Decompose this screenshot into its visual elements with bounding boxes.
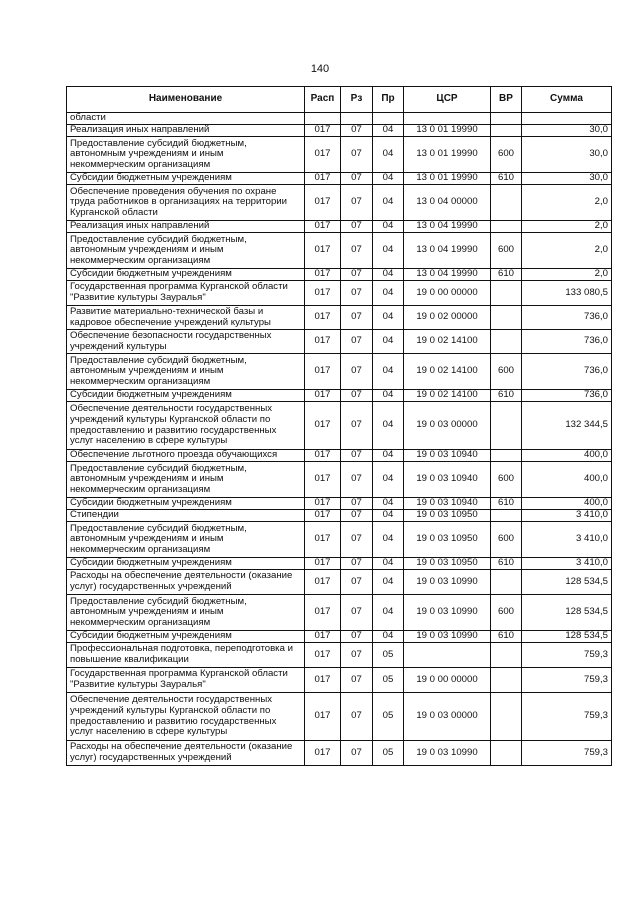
- cell-rz: 07: [341, 498, 373, 510]
- cell-rasp: 017: [305, 269, 341, 281]
- table-row: [67, 741, 612, 766]
- cell-rz: 07: [341, 330, 373, 354]
- table-row: [67, 185, 612, 221]
- cell-csr: 19 0 02 14100: [404, 330, 491, 354]
- cell-pr: 04: [373, 269, 404, 281]
- cell-rasp: 017: [305, 402, 341, 450]
- table-row: [67, 402, 612, 450]
- cell-sum: 759,3: [522, 693, 612, 741]
- cell-name: области: [67, 113, 305, 125]
- cell-sum: 759,3: [522, 741, 612, 766]
- table-row: [67, 570, 612, 595]
- table-row: [67, 498, 612, 510]
- cell-csr: 13 0 04 19990: [404, 269, 491, 281]
- cell-rz: 07: [341, 137, 373, 173]
- cell-pr: 04: [373, 498, 404, 510]
- cell-name: Предоставление субсидий бюджетным, автономным учреждениям и иным некоммерческим организациям: [67, 233, 305, 269]
- cell-vr: [491, 330, 522, 354]
- cell-rasp: 017: [305, 233, 341, 269]
- table-row: [67, 450, 612, 462]
- cell-rz: 07: [341, 354, 373, 390]
- cell-rz: 07: [341, 510, 373, 522]
- cell-pr: 05: [373, 668, 404, 693]
- cell-name: Предоставление субсидий бюджетным, автономным учреждениям и иным некоммерческим организациям: [67, 522, 305, 558]
- cell-pr: 04: [373, 221, 404, 233]
- header-rz: Рз: [341, 87, 373, 113]
- cell-vr: 600: [491, 137, 522, 173]
- cell-vr: [491, 570, 522, 595]
- cell-name: Предоставление субсидий бюджетным, автономным учреждениям и иным некоммерческим организациям: [67, 462, 305, 498]
- cell-vr: [491, 741, 522, 766]
- cell-rz: 07: [341, 631, 373, 643]
- cell-sum: 30,0: [522, 125, 612, 137]
- cell-csr: 19 0 02 14100: [404, 390, 491, 402]
- cell-name: Субсидии бюджетным учреждениям: [67, 631, 305, 643]
- cell-vr: 610: [491, 269, 522, 281]
- cell-csr: 13 0 04 19990: [404, 233, 491, 269]
- cell-sum: 400,0: [522, 462, 612, 498]
- cell-rz: 07: [341, 558, 373, 570]
- cell-vr: 600: [491, 233, 522, 269]
- cell-csr: 19 0 03 10950: [404, 558, 491, 570]
- table-row: [67, 693, 612, 741]
- page-number: 140: [310, 63, 330, 75]
- cell-rz: 07: [341, 462, 373, 498]
- cell-pr: 04: [373, 510, 404, 522]
- cell-csr: 19 0 03 10990: [404, 595, 491, 631]
- cell-pr: 04: [373, 173, 404, 185]
- cell-name: Субсидии бюджетным учреждениям: [67, 173, 305, 185]
- cell-csr: 19 0 03 10950: [404, 510, 491, 522]
- table-body: [67, 113, 612, 766]
- cell-pr: [373, 113, 404, 125]
- cell-rz: 07: [341, 173, 373, 185]
- cell-sum: 133 080,5: [522, 281, 612, 306]
- cell-vr: 600: [491, 354, 522, 390]
- cell-sum: 3 410,0: [522, 522, 612, 558]
- cell-sum: 736,0: [522, 390, 612, 402]
- cell-rz: 07: [341, 125, 373, 137]
- cell-vr: [491, 281, 522, 306]
- cell-sum: 128 534,5: [522, 631, 612, 643]
- cell-sum: 3 410,0: [522, 558, 612, 570]
- cell-sum: 736,0: [522, 330, 612, 354]
- table-row: [67, 281, 612, 306]
- cell-sum: 128 534,5: [522, 595, 612, 631]
- cell-sum: 736,0: [522, 306, 612, 330]
- cell-name: Государственная программа Курганской области "Развитие культуры Зауралья": [67, 668, 305, 693]
- table-row: [67, 125, 612, 137]
- table-row: [67, 269, 612, 281]
- cell-rz: 07: [341, 269, 373, 281]
- cell-name: Обеспечение проведения обучения по охране труда работников в организациях на территории Курганской области: [67, 185, 305, 221]
- cell-csr: 13 0 01 19990: [404, 125, 491, 137]
- cell-sum: 2,0: [522, 269, 612, 281]
- cell-vr: 610: [491, 498, 522, 510]
- cell-rz: 07: [341, 668, 373, 693]
- cell-rasp: 017: [305, 668, 341, 693]
- cell-pr: 04: [373, 402, 404, 450]
- cell-vr: 610: [491, 631, 522, 643]
- cell-sum: 736,0: [522, 354, 612, 390]
- cell-rasp: 017: [305, 570, 341, 595]
- cell-rasp: 017: [305, 693, 341, 741]
- cell-vr: [491, 693, 522, 741]
- cell-csr: 13 0 04 19990: [404, 221, 491, 233]
- cell-rasp: 017: [305, 306, 341, 330]
- cell-vr: [491, 668, 522, 693]
- cell-pr: 04: [373, 281, 404, 306]
- cell-rasp: 017: [305, 631, 341, 643]
- cell-vr: [491, 510, 522, 522]
- cell-name: Государственная программа Курганской области "Развитие культуры Зауралья": [67, 281, 305, 306]
- cell-csr: 19 0 02 14100: [404, 354, 491, 390]
- cell-name: Предоставление субсидий бюджетным, автономным учреждениям и иным некоммерческим организациям: [67, 595, 305, 631]
- cell-rasp: 017: [305, 643, 341, 668]
- cell-name: Обеспечение деятельности государственных учреждений культуры Курганской области по предоставлению и развитию государственных услуг населению в сфере культуры: [67, 402, 305, 450]
- cell-name: Реализация иных направлений: [67, 125, 305, 137]
- cell-rasp: 017: [305, 595, 341, 631]
- cell-vr: 610: [491, 390, 522, 402]
- cell-name: Обеспечение безопасности государственных учреждений культуры: [67, 330, 305, 354]
- cell-name: Расходы на обеспечение деятельности (оказание услуг) государственных учреждений: [67, 741, 305, 766]
- cell-vr: 610: [491, 173, 522, 185]
- cell-sum: 30,0: [522, 137, 612, 173]
- cell-sum: 759,3: [522, 668, 612, 693]
- cell-pr: 04: [373, 354, 404, 390]
- cell-csr: 19 0 00 00000: [404, 281, 491, 306]
- cell-rz: 07: [341, 390, 373, 402]
- budget-table: [66, 86, 612, 766]
- cell-csr: 19 0 03 10990: [404, 631, 491, 643]
- cell-rz: 07: [341, 522, 373, 558]
- cell-rasp: 017: [305, 558, 341, 570]
- cell-pr: 04: [373, 450, 404, 462]
- cell-pr: 04: [373, 306, 404, 330]
- cell-sum: 3 410,0: [522, 510, 612, 522]
- cell-rasp: 017: [305, 510, 341, 522]
- cell-vr: [491, 185, 522, 221]
- cell-rz: 07: [341, 643, 373, 668]
- cell-rasp: 017: [305, 137, 341, 173]
- cell-pr: 04: [373, 185, 404, 221]
- cell-csr: 19 0 03 10990: [404, 570, 491, 595]
- cell-pr: 04: [373, 462, 404, 498]
- cell-pr: 04: [373, 558, 404, 570]
- cell-pr: 05: [373, 741, 404, 766]
- cell-pr: 04: [373, 631, 404, 643]
- table-row: [67, 668, 612, 693]
- cell-name: Субсидии бюджетным учреждениям: [67, 269, 305, 281]
- cell-csr: 19 0 02 00000: [404, 306, 491, 330]
- cell-csr: [404, 113, 491, 125]
- cell-sum: 132 344,5: [522, 402, 612, 450]
- cell-name: Реализация иных направлений: [67, 221, 305, 233]
- cell-name: Субсидии бюджетным учреждениям: [67, 498, 305, 510]
- cell-csr: 13 0 04 00000: [404, 185, 491, 221]
- cell-vr: [491, 221, 522, 233]
- cell-sum: 2,0: [522, 185, 612, 221]
- cell-rz: 07: [341, 693, 373, 741]
- cell-vr: 610: [491, 558, 522, 570]
- cell-vr: [491, 113, 522, 125]
- table-row: [67, 510, 612, 522]
- cell-vr: [491, 450, 522, 462]
- cell-pr: 04: [373, 125, 404, 137]
- table-row: [67, 233, 612, 269]
- table-row: [67, 595, 612, 631]
- cell-vr: [491, 402, 522, 450]
- cell-rz: 07: [341, 281, 373, 306]
- header-sum: Сумма: [522, 87, 612, 113]
- cell-rz: 07: [341, 221, 373, 233]
- cell-pr: 04: [373, 522, 404, 558]
- cell-rz: 07: [341, 306, 373, 330]
- cell-sum: 400,0: [522, 498, 612, 510]
- cell-vr: [491, 643, 522, 668]
- cell-sum: 30,0: [522, 173, 612, 185]
- cell-rasp: 017: [305, 185, 341, 221]
- cell-name: Обеспечение деятельности государственных учреждений культуры Курганской области по предоставлению и развитию государственных услуг населению в сфере культуры: [67, 693, 305, 741]
- cell-rz: 07: [341, 741, 373, 766]
- cell-rasp: 017: [305, 281, 341, 306]
- cell-pr: 04: [373, 233, 404, 269]
- cell-name: Развитие материально-технической базы и кадровое обеспечение учреждений культуры: [67, 306, 305, 330]
- cell-sum: 400,0: [522, 450, 612, 462]
- cell-rz: 07: [341, 185, 373, 221]
- cell-csr: 19 0 03 00000: [404, 693, 491, 741]
- table-row: [67, 113, 612, 125]
- cell-rasp: 017: [305, 221, 341, 233]
- cell-csr: 13 0 01 19990: [404, 137, 491, 173]
- table-row: [67, 354, 612, 390]
- cell-name: Профессиональная подготовка, переподготовка и повышение квалификации: [67, 643, 305, 668]
- cell-csr: 19 0 03 10990: [404, 741, 491, 766]
- table-row: [67, 462, 612, 498]
- cell-name: Стипендии: [67, 510, 305, 522]
- cell-sum: 2,0: [522, 221, 612, 233]
- cell-vr: 600: [491, 462, 522, 498]
- header-rasp: Расп: [305, 87, 341, 113]
- cell-rasp: 017: [305, 522, 341, 558]
- cell-vr: [491, 125, 522, 137]
- cell-name: Обеспечение льготного проезда обучающихся: [67, 450, 305, 462]
- cell-rasp: 017: [305, 330, 341, 354]
- cell-sum: 2,0: [522, 233, 612, 269]
- cell-name: Субсидии бюджетным учреждениям: [67, 558, 305, 570]
- table-row: [67, 522, 612, 558]
- cell-sum: 759,3: [522, 643, 612, 668]
- cell-name: Предоставление субсидий бюджетным, автономным учреждениям и иным некоммерческим организациям: [67, 354, 305, 390]
- table-header-row: [67, 87, 612, 113]
- cell-csr: 19 0 03 10950: [404, 522, 491, 558]
- cell-rasp: 017: [305, 741, 341, 766]
- cell-rasp: [305, 113, 341, 125]
- table-row: [67, 306, 612, 330]
- cell-name: Расходы на обеспечение деятельности (оказание услуг) государственных учреждений: [67, 570, 305, 595]
- table-row: [67, 173, 612, 185]
- cell-vr: [491, 306, 522, 330]
- table-row: [67, 390, 612, 402]
- cell-rz: 07: [341, 595, 373, 631]
- cell-rasp: 017: [305, 450, 341, 462]
- cell-pr: 04: [373, 137, 404, 173]
- cell-rasp: 017: [305, 462, 341, 498]
- cell-vr: 600: [491, 595, 522, 631]
- table-row: [67, 330, 612, 354]
- cell-sum: 128 534,5: [522, 570, 612, 595]
- cell-sum: [522, 113, 612, 125]
- header-name: Наименование: [67, 87, 305, 113]
- cell-rz: 07: [341, 450, 373, 462]
- cell-name: Субсидии бюджетным учреждениям: [67, 390, 305, 402]
- cell-pr: 04: [373, 570, 404, 595]
- cell-rasp: 017: [305, 125, 341, 137]
- cell-rasp: 017: [305, 354, 341, 390]
- header-pr: Пр: [373, 87, 404, 113]
- cell-pr: 05: [373, 643, 404, 668]
- cell-vr: 600: [491, 522, 522, 558]
- table-row: [67, 558, 612, 570]
- table-row: [67, 631, 612, 643]
- cell-csr: 19 0 03 10940: [404, 450, 491, 462]
- cell-name: Предоставление субсидий бюджетным, автономным учреждениям и иным некоммерческим организациям: [67, 137, 305, 173]
- cell-rasp: 017: [305, 390, 341, 402]
- cell-rz: [341, 113, 373, 125]
- cell-pr: 05: [373, 693, 404, 741]
- cell-rz: 07: [341, 570, 373, 595]
- table-row: [67, 137, 612, 173]
- cell-csr: 13 0 01 19990: [404, 173, 491, 185]
- cell-csr: 19 0 03 10940: [404, 498, 491, 510]
- cell-rasp: 017: [305, 498, 341, 510]
- cell-rasp: 017: [305, 173, 341, 185]
- header-vr: ВР: [491, 87, 522, 113]
- table-row: [67, 221, 612, 233]
- cell-csr: [404, 643, 491, 668]
- cell-csr: 19 0 03 00000: [404, 402, 491, 450]
- cell-csr: 19 0 00 00000: [404, 668, 491, 693]
- cell-pr: 04: [373, 330, 404, 354]
- table-row: [67, 643, 612, 668]
- cell-csr: 19 0 03 10940: [404, 462, 491, 498]
- cell-pr: 04: [373, 390, 404, 402]
- header-csr: ЦСР: [404, 87, 491, 113]
- cell-rz: 07: [341, 402, 373, 450]
- cell-rz: 07: [341, 233, 373, 269]
- cell-pr: 04: [373, 595, 404, 631]
